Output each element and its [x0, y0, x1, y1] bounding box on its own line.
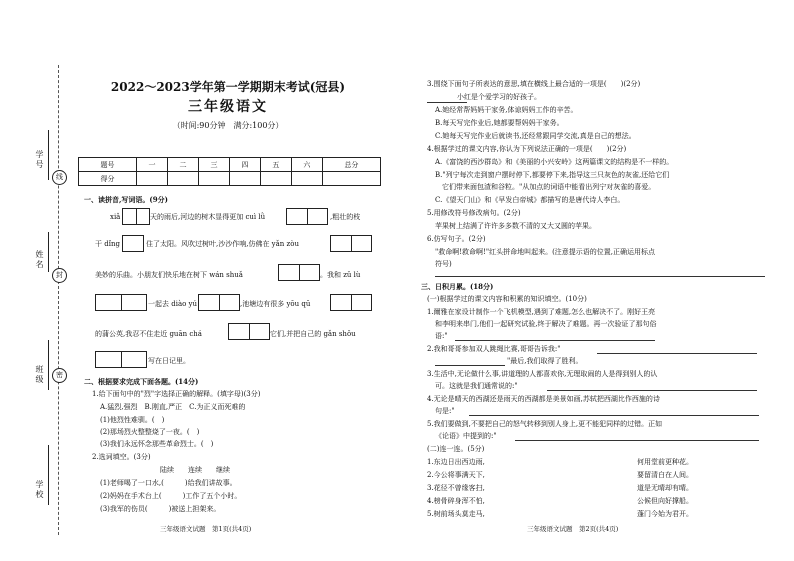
- question-2-item: (2)妈妈在手术台上( )工作了五个小时。: [100, 492, 242, 500]
- link-right-item[interactable]: 何用堂前更种花。: [637, 458, 693, 466]
- passage-text: 天的雨后,河边的树木显得更加 cuì lǜ: [150, 213, 266, 221]
- section-3-title: 三、日积月累。(18分): [421, 282, 494, 291]
- question-6-sentence: 符号): [435, 260, 452, 268]
- score-table: [78, 157, 381, 186]
- answer-line[interactable]: [547, 390, 757, 391]
- fill-item: 可。这就是我们通常说的:": [435, 382, 518, 390]
- question-1-item: (3)我们永远怀念那些革命烈士。( ): [100, 440, 214, 448]
- question-3-option: A.她经常帮妈妈干家务,体谅妈妈工作的辛苦。: [435, 106, 578, 114]
- binding-margin: [0, 0, 62, 561]
- answer-box-guancha[interactable]: [228, 323, 270, 340]
- answer-box-ganshou[interactable]: [95, 351, 147, 368]
- link-left-item[interactable]: 3.花径不曾缘客扫,: [427, 484, 485, 492]
- question-6-sentence: "救命啊!救命啊!"红头拼命地叫起来。(注意提示语的位置,正确运用标点: [435, 248, 656, 256]
- passage-text: 它们,并把自己的 gǎn shǒu: [270, 330, 356, 338]
- score-row-label: 得分: [79, 172, 137, 186]
- score-cell[interactable]: [137, 172, 168, 186]
- question-3-option: B.每天写完作业后,她都要帮妈妈干家务。: [435, 119, 564, 127]
- question-4: 4.根据学过的课文内容,你认为下列说法正确的一项是( )(2分): [427, 145, 627, 153]
- score-cell[interactable]: [291, 172, 322, 186]
- question-2-item: (1)老师喝了一口水,( )给我们讲故事。: [100, 479, 237, 487]
- question-5: 5.用修改符号修改病句。(2分): [427, 209, 521, 217]
- score-cell[interactable]: [260, 172, 291, 186]
- score-header-cell: 总分: [322, 158, 380, 172]
- exam-page-2: [397, 0, 794, 561]
- seal-secret: 密: [52, 368, 67, 383]
- binding-dash-line: [58, 65, 59, 535]
- margin-label-class: 班级: [35, 365, 44, 385]
- section-3-part-2: (二)连一连。(5分): [427, 445, 485, 453]
- score-cell[interactable]: [229, 172, 260, 186]
- section-2-title: 二、根据要求完成下面各题。(14分): [84, 377, 199, 386]
- question-3-sentence: 小红是个爱学习的好孩子。: [457, 93, 541, 101]
- passage-text: 美妙的乐曲。小朋友们快乐地在树下 wán shuǎ: [95, 271, 243, 279]
- question-5-sentence: 苹果树上结满了许许多多数不清的又大又圆的苹果。: [435, 222, 596, 230]
- fill-item: 2.我和哥哥参加双人跳绳比赛,哥哥告诉我:": [427, 345, 561, 353]
- answer-line[interactable]: [597, 353, 757, 354]
- score-cell[interactable]: [199, 172, 230, 186]
- seal-line: 线: [52, 170, 67, 185]
- answer-box-cuilu[interactable]: [286, 208, 328, 225]
- question-2: 2.选词填空。(3分): [92, 453, 151, 461]
- question-4-option: B."列宁每次走到窗户摆时停下,都要停下来,指导这三只灰色的灰雀,还给它们: [435, 171, 670, 179]
- answer-box-youqu[interactable]: [330, 294, 372, 311]
- answer-box-wanshua[interactable]: [278, 264, 320, 281]
- passage-text: 住了太阳。风吹过树叶,沙沙作响,仿佛在 yǎn zòu: [146, 240, 299, 248]
- question-4-option: A.《富饶的西沙群岛》和《美丽的小兴安岭》这两篇课文的结构是不一样的。: [435, 158, 674, 166]
- fill-item: 语:": [435, 332, 448, 340]
- score-table-score-row: [79, 172, 381, 186]
- fill-item: 1.爾雅在家设计制作一个飞机模型,遇到了难题,怎么也解决不了。刚好王亮: [427, 308, 656, 316]
- question-4-option: 它们带来面包渣和谷粒。"从加点的词语中能看出列宁对灰雀的喜爱。: [435, 183, 656, 191]
- margin-line: [48, 445, 49, 505]
- section-3-part-1: (一)根据学过的课文内容和积累的知识填空。(10分): [427, 295, 587, 303]
- margin-line: [48, 232, 49, 272]
- question-2-item: (3)我军的伤员( )被送上担架来。: [100, 505, 221, 513]
- passage-text: 一起去 diào yú: [148, 300, 198, 308]
- fill-item: 句是:": [435, 407, 455, 415]
- fill-item: 4.无论是晴天的西湖还是雨天的西湖都是美景如画,苏轼把西湖比作西施的诗: [427, 395, 660, 403]
- fill-item: 5.我们要做到,不要把自己的怒气转移到别人身上,更不能犯同样的过错。正如: [427, 420, 663, 428]
- score-table-header-row: [79, 158, 381, 172]
- score-cell[interactable]: [168, 172, 199, 186]
- answer-box-xia[interactable]: [122, 208, 150, 225]
- answer-box-zulu[interactable]: [95, 294, 147, 311]
- link-left-item[interactable]: 5.树前场头莫走马,: [427, 510, 485, 518]
- passage-text: 写在日记里。: [148, 357, 190, 365]
- fill-item: 《论语》中提到的:": [435, 432, 497, 440]
- passage-text: 。我和 zǔ lù: [320, 271, 361, 279]
- question-1-item: (2)那场烈火整整烧了一夜。( ): [100, 428, 200, 436]
- link-right-item[interactable]: 公候但向好撑船。: [637, 497, 693, 505]
- answer-line[interactable]: [455, 340, 655, 341]
- answer-blank[interactable]: [427, 102, 467, 103]
- link-left-item[interactable]: 1.东边日出西边雨,: [427, 458, 485, 466]
- question-2-words: 陆续 连续 继续: [160, 466, 230, 474]
- pinyin-xia: xiǎ: [110, 213, 121, 221]
- margin-label-name: 姓名: [35, 250, 44, 270]
- score-header-cell: 五: [260, 158, 291, 172]
- passage-text: ,池塘边有很多 yōu qū: [240, 300, 311, 308]
- answer-line[interactable]: [469, 415, 759, 416]
- answer-box-yanzou[interactable]: [330, 235, 372, 252]
- answer-box-ding[interactable]: [122, 235, 144, 252]
- page-footer: 三年级语文试题 第1页(共4页): [160, 525, 252, 533]
- score-header-cell: 一: [137, 158, 168, 172]
- fill-item: 和李明来串门,他们一起研究试验,终于解决了难题。再一次验证了那句俗: [435, 320, 657, 328]
- score-header-cell: 二: [168, 158, 199, 172]
- seal-seal: 封: [52, 268, 67, 283]
- score-header-cell: 六: [291, 158, 322, 172]
- answer-box-diaoyu[interactable]: [198, 294, 240, 311]
- passage-text: 的蒲公英,我忍不住走近 guān chá: [95, 330, 202, 338]
- margin-line: [48, 130, 49, 180]
- question-1-options: A.猛烈,强烈 B.刚直,严正 C.为正义而死难的: [100, 403, 246, 411]
- question-3-option: C.她每天写完作业后就读书,还经常跟同学交流,真是自己的想法。: [435, 132, 636, 140]
- link-left-item[interactable]: 4.榜骨碎身浑不怕,: [427, 497, 485, 505]
- link-right-item[interactable]: 道是无晴却有晴。: [637, 484, 693, 492]
- question-4-option: C.《望天门山》和《早发白帝城》都描写的是唐代诗人李白。: [435, 196, 625, 204]
- question-6: 6.仿写句子。(2分): [427, 235, 486, 243]
- page-footer: 三年级语文试题 第2页(共4页): [527, 525, 619, 533]
- link-right-item[interactable]: 要留清白在人间。: [637, 471, 693, 479]
- question-3: 3.围绕下面句子所表达的意思,填在横线上最合适的一项是( )(2分): [427, 80, 641, 88]
- section-1-title: 一、读拼音,写词语。(9分): [84, 195, 168, 204]
- pinyin-ding: 干 dǐng: [95, 240, 120, 248]
- score-header-cell: 三: [199, 158, 230, 172]
- question-1-item: (1)他烈性难驯。( ): [100, 416, 165, 424]
- link-right-item[interactable]: 蓬门今始为君开。: [637, 510, 693, 518]
- answer-line[interactable]: [435, 276, 765, 277]
- score-cell[interactable]: [322, 172, 380, 186]
- margin-label-school: 学校: [35, 480, 44, 500]
- exam-subject: 三年级语文: [188, 99, 268, 115]
- question-1: 1.给下面句中的"烈"字选择正确的解释。(填字母)(3分): [92, 390, 261, 398]
- link-left-item[interactable]: 2.今公将事满天下,: [427, 471, 485, 479]
- answer-line[interactable]: [515, 440, 759, 441]
- score-header-cell: 题号: [79, 158, 137, 172]
- answer-line[interactable]: [435, 365, 505, 366]
- exam-time-score: （时间:90分钟 满分:100分）: [172, 121, 284, 130]
- margin-line: [48, 340, 49, 390]
- exam-title: 2022～2023学年第一学期期末考试(冠县): [110, 80, 346, 94]
- margin-label-student-id: 学号: [35, 150, 44, 170]
- fill-item: 3.生活中,无论做什么事,讲道理的人都喜欢你,无理取闹的人是得到别人的认: [427, 370, 658, 378]
- score-header-cell: 四: [229, 158, 260, 172]
- fill-item: "最后,我们取得了胜利。: [507, 357, 583, 365]
- passage-text: ,粗壮的枝: [330, 213, 361, 221]
